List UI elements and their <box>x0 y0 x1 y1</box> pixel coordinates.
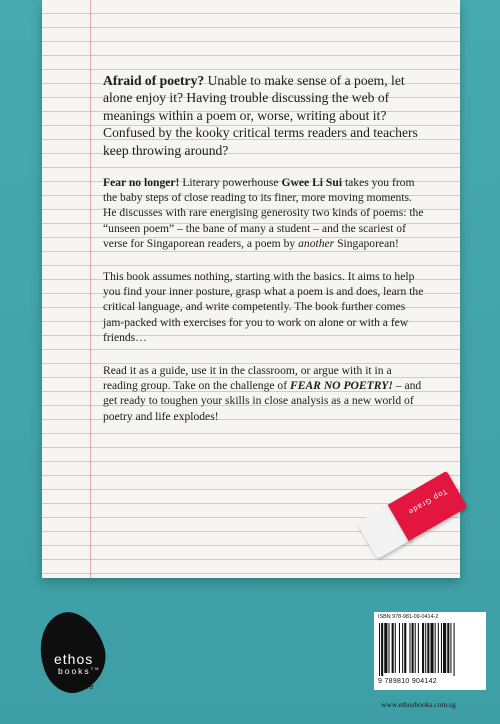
publisher-location: Singapore <box>57 682 94 691</box>
trademark-mark: TM <box>90 666 101 672</box>
publisher-books <box>58 666 100 676</box>
p4-b: – and get ready to toughen your skills in close analysis as a new world of poetry and life explodes! <box>103 379 422 423</box>
barcode-bar <box>425 623 426 673</box>
barcode-bar <box>454 623 455 676</box>
p2-a: Literary powerhouse <box>179 176 282 190</box>
barcode-bar <box>399 623 400 673</box>
p1-rest: Unable to make sense of a poem, let alone enjoy it? Having trouble discussing the web of meanings within a poem or, worse, writing about it? Confused by the kooky critical terms readers and teachers keep throwing around? <box>103 73 418 158</box>
barcode-bar <box>409 623 410 673</box>
isbn-number: ISBN 978-981-09-0414-2 <box>378 614 439 620</box>
p2-c: Singaporean! <box>334 236 399 250</box>
barcode-bar <box>392 623 394 673</box>
blurb-paragraph-3: This book assumes nothing, starting with the basics. It aims to help you find your inner posture, grasp what a poem is and does, learn the critical language, and write competently. The book further comes jam-packed with exercises for you to work on alone or with a few friends… <box>103 270 424 344</box>
p1-lead: Afraid of poetry? <box>103 73 205 88</box>
barcode-bar <box>418 623 419 673</box>
publisher-website: www.ethosbooks.com.sg <box>381 700 456 709</box>
publisher-books-word: books <box>58 666 91 676</box>
blurb-paragraph-4 <box>103 363 425 424</box>
book-title-ref: FEAR NO POETRY! <box>289 379 393 393</box>
barcode-bar <box>443 623 446 673</box>
barcode-bar <box>395 623 396 673</box>
barcode-bar <box>388 623 389 673</box>
barcode-bar <box>404 623 406 673</box>
barcode-bar <box>412 623 414 673</box>
blurb-text <box>103 72 425 442</box>
barcode-bar <box>415 623 416 673</box>
eraser-label: Top Grade <box>406 487 449 517</box>
barcode-bar <box>447 623 449 673</box>
barcode-bar <box>435 623 436 673</box>
barcode-bar <box>441 623 442 673</box>
p2-italic: another <box>298 236 335 250</box>
barcode-bar <box>379 623 380 676</box>
barcode-bar <box>427 623 429 673</box>
barcode-bar <box>381 623 383 676</box>
publisher-name: ethos <box>54 651 94 667</box>
barcode-bar <box>438 623 439 673</box>
p4-a: Read it as a guide, use it in the classroom, or argue with it in a reading group. Take on the challenge of <box>103 364 392 393</box>
barcode-bar <box>384 623 387 673</box>
publisher-logo <box>22 612 132 708</box>
p2-b: takes you from the baby steps of close reading to its finer, more moving moments. He discusses with rare energising generosity two kinds of poems: the “unseen poem” – the bane of many a student – and the scariest of verse for Singaporean readers, a poem by <box>103 176 424 250</box>
isbn-barcode-box <box>374 612 486 690</box>
p2-lead: Fear no longer! <box>103 176 180 190</box>
barcode <box>379 623 481 676</box>
author-name: Gwee Li Sui <box>281 176 343 190</box>
blurb-paragraph-2 <box>103 175 425 251</box>
barcode-bar <box>422 623 424 673</box>
barcode-bar <box>402 623 403 673</box>
barcode-bar <box>450 623 451 673</box>
blurb-paragraph-1 <box>103 72 425 159</box>
barcode-digits: 9 789810 904142 <box>378 678 437 685</box>
barcode-bar <box>430 623 433 673</box>
